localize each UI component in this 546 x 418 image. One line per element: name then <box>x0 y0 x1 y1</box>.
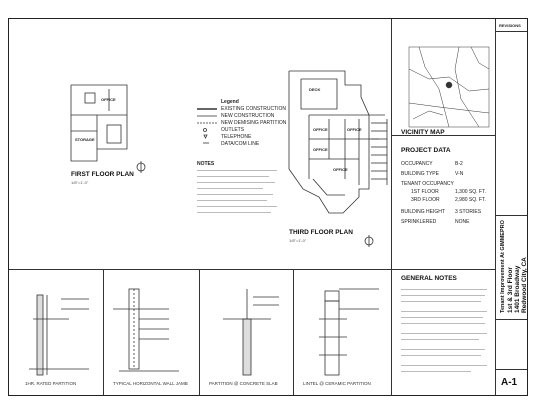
project-data-label: BUILDING HEIGHT <box>401 209 445 215</box>
general-notes-text-line <box>401 355 481 356</box>
notes-text-line <box>197 176 269 177</box>
detail-caption-4: LINTEL @ CERAMIC PARTITION <box>303 381 371 386</box>
room-label-office-1: OFFICE <box>313 127 328 132</box>
project-data-label: 1ST FLOOR <box>411 189 439 195</box>
project-data-value: V-N <box>455 171 464 177</box>
project-data-title: PROJECT DATA <box>401 147 451 154</box>
address-line-2: 1401 Broadway <box>514 265 521 313</box>
project-data-label: 3RD FLOOR <box>411 197 440 203</box>
first-floor-plan-title: FIRST FLOOR PLAN <box>71 171 134 178</box>
project-data-value: 3 STORIES <box>455 209 482 215</box>
general-notes-text-line <box>401 349 485 350</box>
detail-1-drawing <box>29 295 89 375</box>
project-data-value: 1,300 SQ. FT. <box>455 189 486 195</box>
general-notes-text-line <box>401 339 479 340</box>
legend-item-new: NEW CONSTRUCTION <box>221 113 275 119</box>
room-label-office-4: OFFICE <box>333 167 348 172</box>
legend-title: Legend <box>221 99 239 105</box>
legend-item-outlets: OUTLETS <box>221 127 245 133</box>
project-data-label: BUILDING TYPE <box>401 171 439 177</box>
sheet-number: A-1 <box>501 377 518 388</box>
legend-symbols <box>197 109 217 143</box>
project-data-label: SPRINKLERED <box>401 219 437 225</box>
room-label-storage: STORAGE <box>75 137 95 142</box>
legend-item-demising: NEW DEMISING PARTITION <box>221 120 287 126</box>
address-line-3: Redwood City, CA <box>521 257 528 313</box>
third-floor-plan-drawing <box>289 71 387 247</box>
third-floor-plan-scale: 1/8"=1'-0" <box>289 238 307 243</box>
project-data-value: 2,980 SQ. FT. <box>455 197 486 203</box>
titleblock-rule <box>495 319 527 320</box>
room-label-office: OFFICE <box>101 97 116 102</box>
detail-caption-3: PARTITION @ CONCRETE SLAB <box>209 381 278 386</box>
notes-text-line <box>197 182 275 183</box>
general-notes-text-line <box>401 371 471 372</box>
project-data-label: OCCUPANCY <box>401 161 433 167</box>
project-name: Tenant Improvement At GIMMEPRO <box>500 220 506 313</box>
third-floor-plan-title: THIRD FLOOR PLAN <box>289 229 353 236</box>
project-data-label: TENANT OCCUPANCY <box>401 181 454 187</box>
general-notes-text-line <box>401 317 483 318</box>
room-label-office-3: OFFICE <box>313 147 328 152</box>
detail-3-drawing <box>223 289 279 375</box>
general-notes-text-line <box>401 333 487 334</box>
project-data-value: B-2 <box>455 161 463 167</box>
general-notes-text-line <box>401 323 485 324</box>
legend-item-existing: EXISTING CONSTRUCTION <box>221 106 287 112</box>
drawing-sheet <box>8 18 528 396</box>
notes-title: NOTES <box>197 161 215 167</box>
notes-text-line <box>197 212 271 213</box>
notes-text-line <box>197 194 273 195</box>
revisions-rule <box>495 31 527 32</box>
notes-text-line <box>197 206 277 207</box>
general-notes-title: GENERAL NOTES <box>401 275 457 282</box>
project-data-value: NONE <box>455 219 470 225</box>
drawing-linework <box>9 19 529 397</box>
notes-text-line <box>197 170 277 171</box>
revisions-label: REVISIONS <box>499 23 521 28</box>
vicinity-map-drawing <box>409 47 489 127</box>
address-line-1: 1st & 3rd Floor <box>507 267 514 313</box>
notes-text-line <box>197 188 263 189</box>
legend-item-datacom: DATA/COM LINE <box>221 141 260 147</box>
general-notes-text-line <box>401 295 485 296</box>
room-label-deck: DECK <box>309 87 321 92</box>
general-notes-text-line <box>401 365 487 366</box>
titleblock-rule <box>495 369 527 370</box>
detail-caption-1: 1HR. RATED PARTITION <box>25 381 77 386</box>
notes-text-line <box>197 200 267 201</box>
detail-caption-2: TYPICAL HORIZONTAL WALL JAMB <box>113 381 188 386</box>
titleblock-rule <box>495 215 527 216</box>
detail-2-drawing <box>113 289 179 371</box>
general-notes-text-line <box>401 289 487 290</box>
legend-item-telephone: TELEPHONE <box>221 134 252 140</box>
general-notes-text-line <box>401 311 487 312</box>
detail-4-drawing <box>319 289 379 375</box>
first-floor-plan-scale: 1/8"=1'-0" <box>71 180 89 185</box>
vicinity-map-title: VICINITY MAP <box>401 129 445 136</box>
room-label-office-2: OFFICE <box>347 127 362 132</box>
general-notes-text-line <box>401 301 481 302</box>
